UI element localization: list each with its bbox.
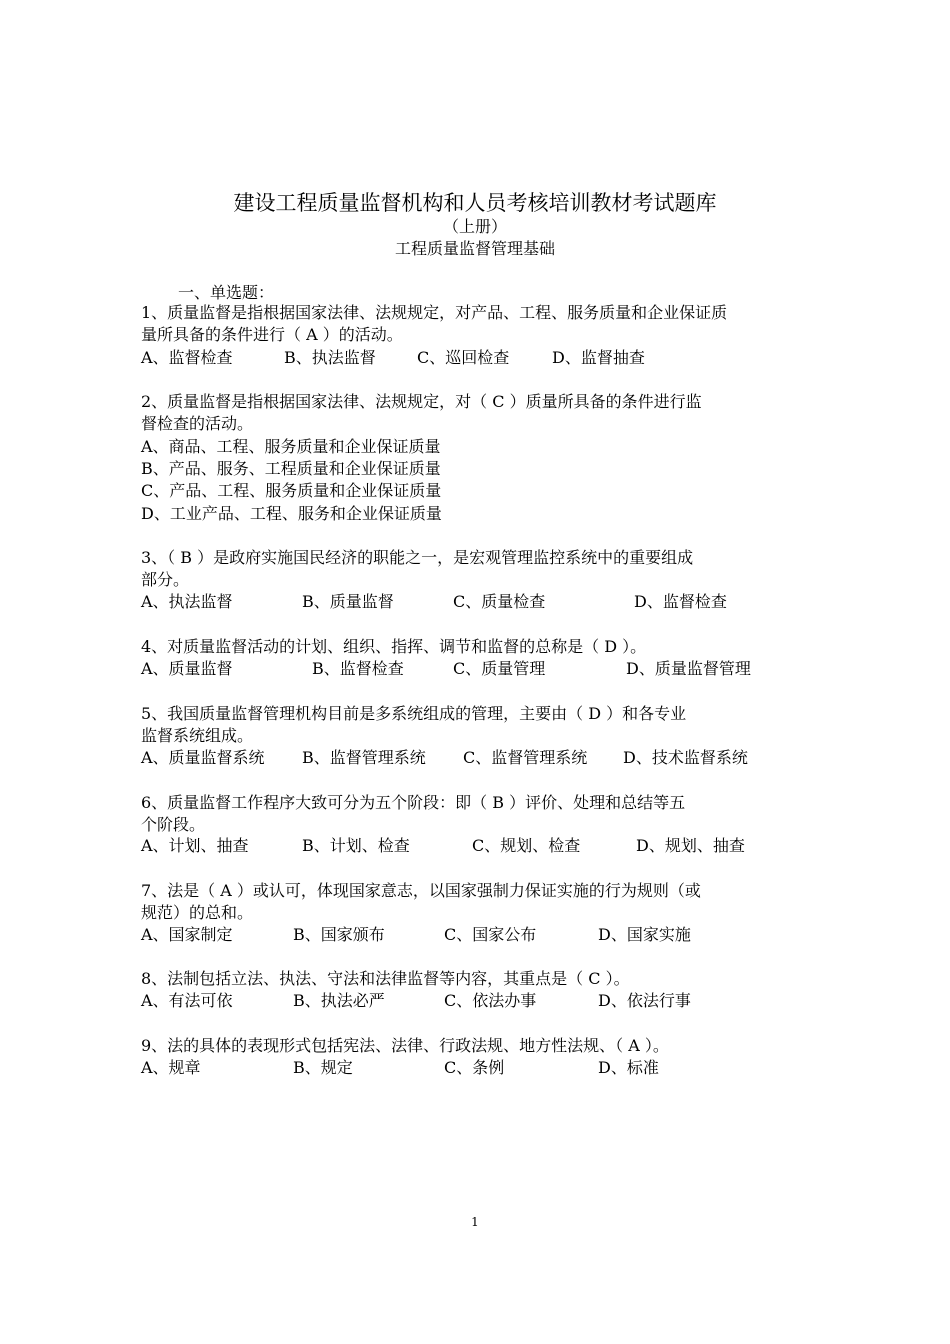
question-7-option-b: B、国家颁布 [293,925,385,944]
question-6-line-1: 6、质量监督工作程序大致可分为五个阶段：即（ B ）评价、处理和总结等五 [141,793,686,812]
question-2-option-a: A、商品、工程、服务质量和企业保证质量 [141,437,441,456]
question-7-option-d: D、国家实施 [598,925,691,944]
question-5-option-c: C、监督管理系统 [463,748,588,767]
question-6-option-c: C、规划、检查 [472,836,581,855]
question-8-line-1: 8、法制包括立法、执法、守法和法律监督等内容，其重点是（ C ）。 [141,969,630,988]
question-4-option-b: B、监督检查 [312,659,404,678]
question-1-option-d: D、监督抽查 [552,348,645,367]
question-9-option-d: D、标准 [598,1058,659,1077]
question-4-option-c: C、质量管理 [453,659,546,678]
question-1-line-2: 量所具备的条件进行（ A ）的活动。 [141,325,403,344]
question-7-line-1: 7、法是（ A ）或认可，体现国家意志，以国家强制力保证实施的行为规则（或 [141,881,701,900]
question-1-line-1: 1、质量监督是指根据国家法律、法规规定，对产品、工程、服务质量和企业保证质 [141,303,728,322]
question-4-option-a: A、质量监督 [141,659,233,678]
question-6-option-a: A、计划、抽查 [141,836,249,855]
question-6-line-2: 个阶段。 [141,815,206,834]
page-number: 1 [471,1215,479,1229]
question-5-line-2: 监督系统组成。 [141,726,254,745]
question-1-option-c: C、巡回检查 [417,348,510,367]
question-3-line-1: 3、（ B ）是政府实施国民经济的职能之一，是宏观管理监控系统中的重要组成 [141,548,694,567]
question-5-option-b: B、监督管理系统 [302,748,426,767]
part-heading: 一、单选题： [178,283,275,302]
question-5-option-d: D、技术监督系统 [623,748,748,767]
question-9-option-a: A、规章 [141,1058,201,1077]
question-8-option-d: D、依法行事 [598,991,691,1010]
question-9-option-c: C、条例 [444,1058,505,1077]
document-title: 建设工程质量监督机构和人员考核培训教材考试题库 [233,191,717,215]
question-7-option-a: A、国家制定 [141,925,233,944]
question-2-option-c: C、产品、工程、服务质量和企业保证质量 [141,481,442,500]
question-3-option-d: D、监督检查 [634,592,727,611]
question-3-option-c: C、质量检查 [453,592,546,611]
question-9-option-b: B、规定 [293,1058,353,1077]
question-2-line-2: 督检查的活动。 [141,414,254,433]
question-6-option-d: D、规划、抽查 [636,836,745,855]
question-2-line-1: 2、质量监督是指根据国家法律、法规规定，对（ C ）质量所具备的条件进行监 [141,392,702,411]
question-3-line-2: 部分。 [141,570,190,589]
section-title: 工程质量监督管理基础 [394,239,555,258]
question-7-option-c: C、国家公布 [444,925,537,944]
question-7-line-2: 规范）的总和。 [141,903,254,922]
question-1-option-a: A、监督检查 [141,348,233,367]
question-8-option-b: B、执法必严 [293,991,385,1010]
question-3-option-b: B、质量监督 [302,592,394,611]
question-4-option-d: D、质量监督管理 [626,659,751,678]
question-3-option-a: A、执法监督 [141,592,233,611]
question-9-line-1: 9、法的具体的表现形式包括宪法、法律、行政法规、地方性法规、（ A ）。 [141,1036,669,1055]
document-subtitle: （上册） [442,217,507,236]
question-1-option-b: B、执法监督 [284,348,376,367]
question-5-option-a: A、质量监督系统 [141,748,265,767]
question-2-option-d: D、工业产品、工程、服务和企业保证质量 [141,504,442,523]
question-5-line-1: 5、我国质量监督管理机构目前是多系统组成的管理，主要由（ D ）和各专业 [141,704,687,723]
question-2-option-b: B、产品、服务、工程质量和企业保证质量 [141,459,441,478]
question-8-option-a: A、有法可依 [141,991,233,1010]
question-6-option-b: B、计划、检查 [302,836,410,855]
question-4-line-1: 4、对质量监督活动的计划、组织、指挥、调节和监督的总称是（ D ）。 [141,637,647,656]
question-8-option-c: C、依法办事 [444,991,537,1010]
